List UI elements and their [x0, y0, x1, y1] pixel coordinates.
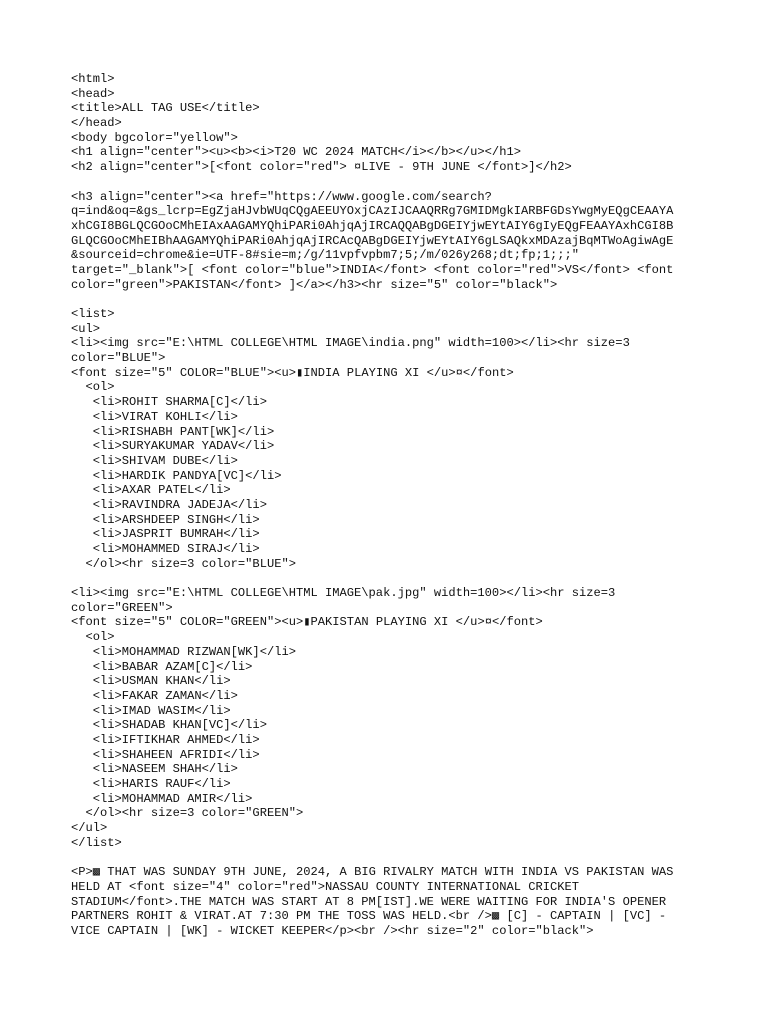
code-line: <html> [71, 72, 115, 86]
code-line: <li>SURYAKUMAR YADAV</li> [71, 439, 275, 454]
code-line: HELD AT <font size="4" color="red">NASSAU COUNTY INTERNATIONAL CRICKET [71, 879, 580, 894]
code-line: <li>HARDIK PANDYA[VC]</li> [71, 468, 282, 483]
code-line: <ol> [71, 630, 115, 645]
code-line: <ol> [71, 380, 115, 395]
code-line: <font size="5" COLOR="BLUE"><u>▮INDIA PLAYING XI </u>¤</font> [71, 365, 514, 380]
code-line: </head> [71, 116, 122, 131]
code-line: &sourceid=chrome&ie=UTF-8#sie=m;/g/11vpfvpbm7;5;/m/026y268;dt;fp;1;;;" [71, 248, 580, 263]
code-line: target="_blank">[ <font color="blue">INDIA</font> <font color="red">VS</font> <font [71, 262, 674, 277]
code-line: GLQCGOoCMhEIBhAAGAMYQhiPARi0AhjqAjIRCAcQABgDGEIYjwEYtAIY6gLSAQkxMDAzajBqMTWoAgiwAgE [71, 233, 674, 248]
code-line: <P>▩ THAT WAS SUNDAY 9TH JUNE, 2024, A BIG RIVALRY MATCH WITH INDIA VS PAKISTAN WAS [71, 865, 674, 880]
blank-line [71, 175, 711, 190]
code-block-india-list [71, 307, 711, 571]
code-line: <ul> [71, 321, 101, 336]
blank-line [71, 850, 711, 865]
code-line: <li>MOHAMMAD AMIR</li> [71, 791, 253, 806]
code-line: <li>SHADAB KHAN[VC]</li> [71, 718, 267, 733]
code-block-pakistan-list [71, 586, 711, 850]
code-line: <li>HARIS RAUF</li> [71, 777, 231, 791]
code-block-head [71, 72, 711, 175]
code-line: <li>MOHAMMAD RIZWAN[WK]</li> [71, 644, 296, 659]
code-line: color="green">PAKISTAN</font> ]</a></h3><hr size="5" color="black"> [71, 277, 558, 292]
code-line: <li>IMAD WASIM</li> [71, 703, 231, 718]
code-line: <li>ARSHDEEP SINGH</li> [71, 512, 260, 527]
code-line: <li>NASEEM SHAH</li> [71, 762, 238, 777]
code-line: </ol><hr size=3 color="BLUE"> [71, 556, 296, 571]
code-line: <li>VIRAT KOHLI</li> [71, 409, 238, 424]
code-line: <li>USMAN KHAN</li> [71, 674, 231, 689]
code-document [71, 72, 711, 939]
code-line: <li>SHAHEEN AFRIDI</li> [71, 747, 260, 762]
code-line: <li>BABAR AZAM[C]</li> [71, 659, 253, 674]
code-line: <li>JASPRIT BUMRAH</li> [71, 527, 260, 542]
code-line: <list> [71, 307, 115, 321]
code-line: <li>AXAR PATEL</li> [71, 483, 231, 498]
blank-line [71, 571, 711, 586]
code-line: <li>ROHIT SHARMA[C]</li> [71, 395, 267, 410]
code-line: <li><img src="E:\HTML COLLEGE\HTML IMAGE\india.png" width=100></li><hr size=3 [71, 336, 630, 351]
code-line: color="BLUE"> [71, 351, 166, 366]
code-line: q=ind&oq=&gs_lcrp=EgZjaHJvbWUqCQgAEEUYOxjCAzIJCAAQRRg7GMIDMgkIARBFGDsYwgMyEQgCEAAYA [71, 204, 674, 219]
code-line: <font size="5" COLOR="GREEN"><u>▮PAKISTAN PLAYING XI </u>¤</font> [71, 615, 543, 630]
code-line: <li>SHIVAM DUBE</li> [71, 453, 238, 468]
code-line: STADIUM</font>.THE MATCH WAS START AT 8 PM[IST].WE WERE WAITING FOR INDIA'S OPENER [71, 894, 667, 909]
code-line: <head> [71, 86, 115, 101]
code-line: <li>FAKAR ZAMAN</li> [71, 688, 238, 703]
code-line: <title>ALL TAG USE</title> [71, 101, 260, 116]
code-line: <li>MOHAMMED SIRAJ</li> [71, 542, 260, 556]
code-line: <li>IFTIKHAR AHMED</li> [71, 732, 260, 747]
blank-line [71, 292, 711, 307]
code-line: </ul> [71, 821, 108, 836]
code-line: <li><img src="E:\HTML COLLEGE\HTML IMAGE\pak.jpg" width=100></li><hr size=3 [71, 586, 616, 601]
code-line: PARTNERS ROHIT & VIRAT.AT 7:30 PM THE TOSS WAS HELD.<br />▩ [C] - CAPTAIN | [VC] - [71, 909, 667, 924]
code-line: <li>RISHABH PANT[WK]</li> [71, 424, 275, 439]
code-line: color="GREEN"> [71, 600, 173, 615]
code-line: </ol><hr size=3 color="GREEN"> [71, 806, 304, 821]
code-line: <body bgcolor="yellow"> [71, 130, 238, 145]
code-line: </list> [71, 835, 122, 850]
code-line: VICE CAPTAIN | [WK] - WICKET KEEPER</p><br /><hr size="2" color="black"> [71, 923, 594, 938]
code-block-link [71, 190, 711, 293]
code-line: <h2 align="center">[<font color="red"> ¤LIVE - 9TH JUNE </font>]</h2> [71, 160, 572, 175]
code-line: <h3 align="center"><a href="https://www.google.com/search? [71, 189, 492, 204]
code-line: xhCGI8BGLQCGOoCMhEIAxAAGAMYQhiPARi0AhjqAjIRCAQQABgDGEIYjwEYtAIY6gIyEQgFEAAYAxhCGI8B [71, 218, 674, 233]
code-line: <h1 align="center"><u><b><i>T20 WC 2024 MATCH</i></b></u></h1> [71, 145, 521, 160]
code-line: <li>RAVINDRA JADEJA</li> [71, 497, 267, 512]
code-block-paragraph [71, 865, 711, 938]
